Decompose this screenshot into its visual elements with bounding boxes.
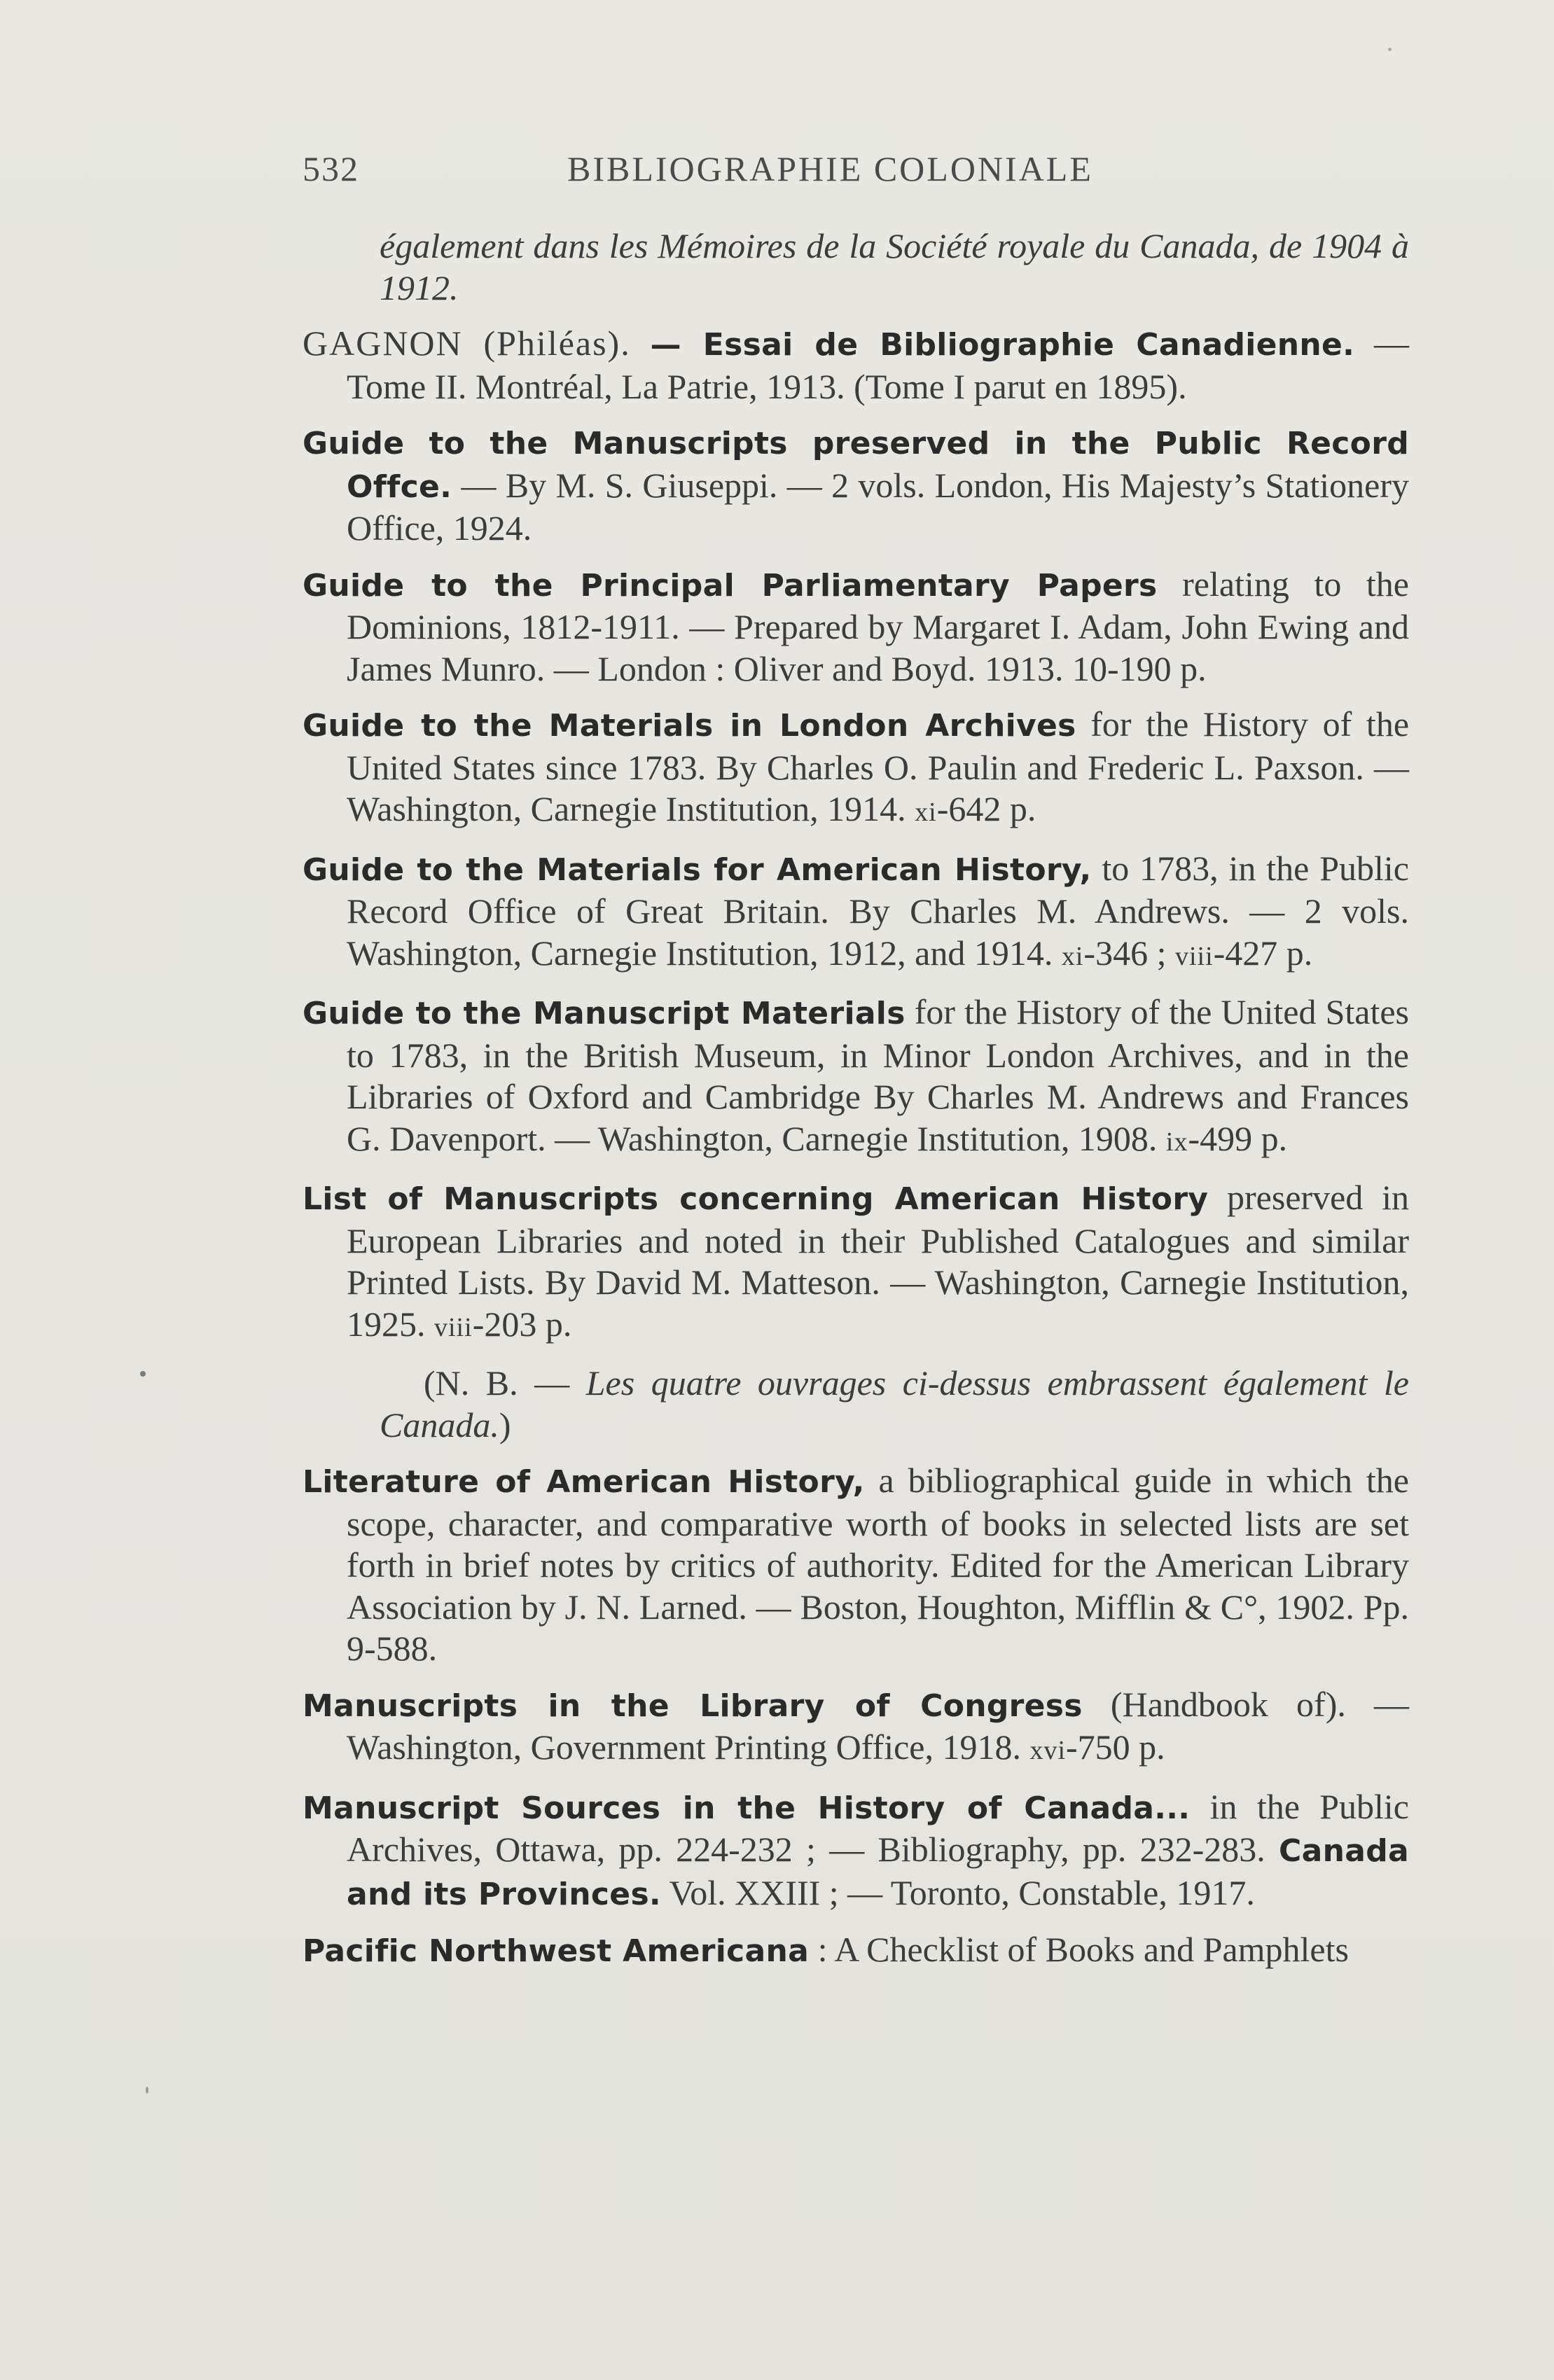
entry-details: for the History of the United States to 1783, in the British Museum, in Minor London Archives, and in the Libraries of Oxford and Cambridge By Charles M. Andrews and Frances G. Davenport. — Washington, Carnegie Institution, 1908. xyxy=(347,992,1410,1158)
entry-pages: -203 p. xyxy=(472,1304,572,1344)
entry-pages: -750 p. xyxy=(1066,1727,1165,1767)
bibliography-entry xyxy=(303,1177,1409,1349)
entry-title: Guide to the Manuscripts preserved in the Public Record Offce. xyxy=(303,426,1409,505)
entry-details: — By M. S. Giuseppi. — 2 vols. London, His Majesty’s Stationery Office, 1924. xyxy=(347,465,1409,548)
bibliography-entry xyxy=(303,564,1409,690)
entry-pages-roman: ix xyxy=(1165,1127,1188,1157)
entry-pages-roman: viii xyxy=(434,1312,473,1342)
bibliography-entry xyxy=(303,1460,1409,1670)
entry-pages: -346 ; xyxy=(1083,933,1175,973)
bibliography-entry xyxy=(303,1684,1409,1772)
entry-pages-roman-2: viii xyxy=(1174,941,1214,971)
running-title: BIBLIOGRAPHIE COLONIALE xyxy=(567,149,1093,188)
entry-title: — Essai de Bibliographie Canadienne. xyxy=(650,327,1355,363)
entry-title: Manuscripts in the Library of Congress xyxy=(303,1687,1083,1724)
bibliography-entry xyxy=(303,1786,1409,1916)
entry-details-2: Vol. XXIII ; — Toronto, Constable, 1917. xyxy=(660,1872,1255,1912)
note-prefix: (N. B. — xyxy=(424,1363,586,1403)
entry-title: Manuscript Sources in the History of Canada... xyxy=(303,1790,1191,1826)
note-italic-text: Les quatre ouvrages ci-dessus embrassent également le Canada. xyxy=(380,1363,1409,1445)
entry-pages: -427 p. xyxy=(1213,933,1313,973)
paper-speck xyxy=(146,2087,148,2094)
entry-details: a bibliographical guide in which the scope, character, and comparative worth of books in selected lists are set forth in brief notes by critics of authority. Edited for the American Library Association by J. N. Larned. — Boston, Houghton, Mifflin & C°, 1902. Pp. 9-588. xyxy=(347,1461,1409,1668)
entry-title: Guide to the Materials in London Archives xyxy=(303,708,1076,744)
entry-details: to 1783, in the Public Record Office of Great Britain. By Charles M. Andrews. — 2 vols. Washington, Carnegie Institution, 1912, and 1914. xyxy=(347,848,1409,973)
entry-pages-roman: xvi xyxy=(1029,1736,1067,1765)
entry-pages-roman: xi xyxy=(1061,941,1084,971)
entry-details: (Handbook of). — Washington, Government Printing Office, 1918. xyxy=(347,1684,1409,1767)
paper-speck xyxy=(140,1371,146,1377)
entry-title: Pacific Northwest Americana xyxy=(303,1933,810,1969)
entry-italic-text: également dans les Mémoires de la Société royale du Canada, de 1904 à 1912. xyxy=(380,226,1409,307)
bibliography-entry xyxy=(303,704,1409,834)
entry-continuation xyxy=(303,225,1409,309)
entry-title: Literature of American History, xyxy=(303,1464,865,1500)
bibliography-entry xyxy=(303,422,1409,550)
entry-pages: -499 p. xyxy=(1188,1118,1288,1158)
entry-pages: -642 p. xyxy=(936,789,1036,828)
entry-author: GAGNON (Philéas). xyxy=(303,323,631,363)
entry-title: Guide to the Manuscript Materials xyxy=(303,996,906,1031)
note-suffix: ) xyxy=(499,1405,511,1445)
paper-speck xyxy=(1388,48,1392,51)
entry-details: : A Checklist of Books and Pamphlets xyxy=(809,1930,1349,1969)
bibliography-entry xyxy=(303,323,1409,408)
page-number: 532 xyxy=(303,149,359,188)
entry-note xyxy=(303,1363,1409,1446)
entry-title-2: Canada and its Provinces. xyxy=(347,1833,1409,1912)
bibliography-entry xyxy=(303,848,1409,978)
entry-title: List of Manuscripts concerning American History xyxy=(303,1181,1209,1217)
entry-details: preserved in European Libraries and noted in their Published Catalogues and similar Printed Lists. By David M. Matteson. — Washington, Carnegie Institution, 1925. xyxy=(347,1178,1409,1344)
entry-pages-roman: xi xyxy=(915,798,937,827)
entry-details: for the History of the United States since 1783. By Charles O. Paulin and Frederic L. Paxson. — Washington, Carnegie Institution, 1914. xyxy=(347,704,1410,828)
entry-details: — Tome II. Montréal, La Patrie, 1913. (Tome I parut en 1895). xyxy=(347,323,1410,406)
entry-details: relating to the Dominions, 1812-1911. — Prepared by Margaret I. Adam, John Ewing and James Munro. — London : Oliver and Boyd. 1913. 10-190 p. xyxy=(347,564,1409,688)
entry-title: Guide to the Principal Parliamentary Papers xyxy=(303,567,1158,604)
bibliography-list xyxy=(303,225,1409,1986)
entry-title: Guide to the Materials for American History, xyxy=(303,851,1092,888)
page-header xyxy=(303,148,1437,197)
bibliography-entry xyxy=(303,991,1409,1163)
entry-details: in the Public Archives, Ottawa, pp. 224-232 ; — Bibliography, pp. 232-283. xyxy=(347,1786,1409,1869)
bibliography-entry xyxy=(303,1929,1409,1972)
